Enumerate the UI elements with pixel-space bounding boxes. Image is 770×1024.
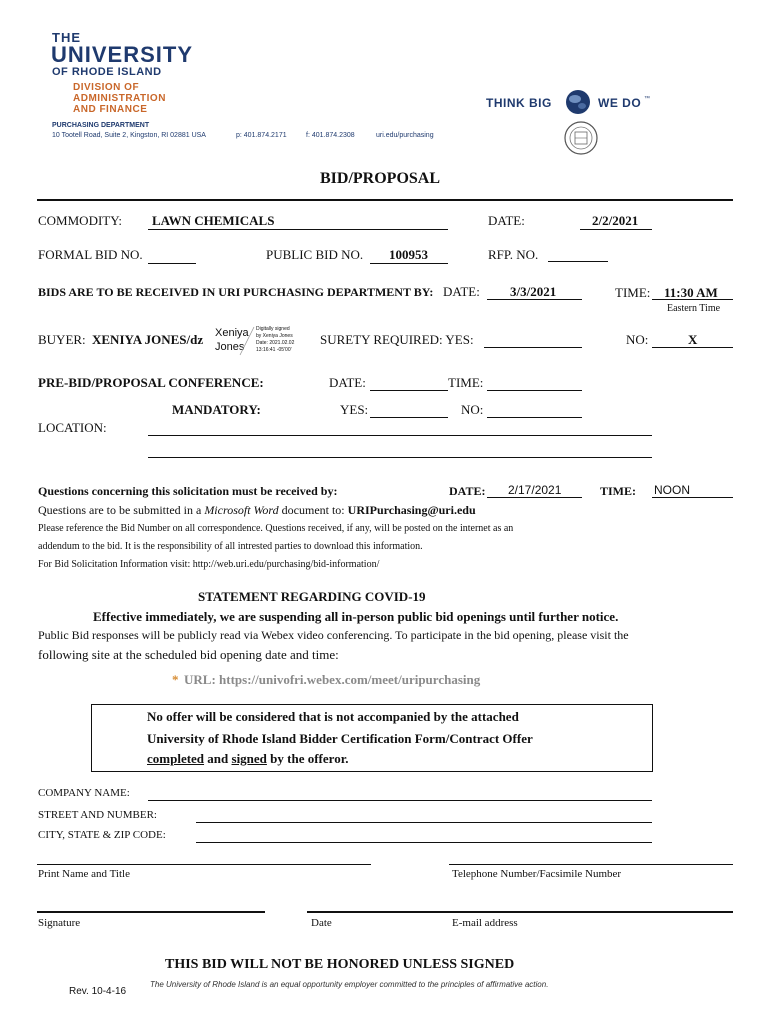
dept-web: uri.edu/purchasing	[376, 132, 434, 139]
signature-line[interactable]	[37, 911, 265, 913]
globe-icon	[560, 88, 596, 116]
print-name-line[interactable]	[37, 864, 371, 865]
covid-bold: Effective immediately, we are suspending all in-person public bid openings until further notice.	[93, 609, 619, 624]
location-label: LOCATION:	[38, 420, 107, 435]
signature-name-1: Xeniya	[215, 327, 249, 339]
purchasing-dept: PURCHASING DEPARTMENT	[52, 122, 150, 129]
university-seal-icon	[563, 120, 599, 156]
questions-date-value[interactable]: 2/17/2021	[508, 483, 562, 497]
revision: Rev. 10-4-16	[69, 986, 127, 997]
no-value[interactable]: X	[688, 332, 698, 347]
dept-phone: p: 401.874.2171	[236, 132, 287, 139]
notice-and: and	[207, 751, 229, 766]
reference-line-2: addendum to the bid. It is the responsibility of all intrested parties to download this information.	[38, 541, 423, 552]
public-bid-line	[370, 263, 448, 264]
telephone-label: Telephone Number/Facsimile Number	[452, 868, 622, 880]
page-title: BID/PROPOSAL	[320, 170, 441, 187]
bids-time-value[interactable]: 11:30 AM	[664, 285, 718, 300]
bids-time-line	[652, 299, 733, 300]
email-label: E-mail address	[452, 917, 518, 929]
buyer-label: BUYER:	[38, 332, 86, 347]
questions-label: Questions concerning this solicitation must be received by:	[38, 484, 338, 498]
bids-received-label: BIDS ARE TO BE RECEIVED IN URI PURCHASING DEPARTMENT BY:	[38, 285, 434, 299]
date-value[interactable]: 2/2/2021	[592, 213, 639, 228]
signature-name-2: Jones	[215, 341, 245, 353]
commodity-label: COMMODITY:	[38, 213, 123, 228]
logo-university: UNIVERSITY	[51, 42, 194, 67]
date-line	[580, 229, 652, 230]
title-rule	[37, 199, 733, 201]
questions-date-line	[487, 497, 582, 498]
signature-digital-1: Digitally signed	[256, 326, 290, 332]
formal-bid-line[interactable]	[148, 263, 196, 264]
bids-date-label: DATE:	[443, 284, 480, 299]
location-line-2[interactable]	[148, 457, 652, 458]
submit-prefix: Questions are to be submitted in a	[38, 503, 202, 517]
covid-url[interactable]: URL: https://univofri.webex.com/meet/uripurchasing	[184, 672, 481, 687]
signature-digital-4: 13:16:41 -05'00'	[256, 347, 292, 353]
prebid-date-line[interactable]	[370, 390, 448, 391]
commodity-line	[148, 229, 448, 230]
notice-line-2: University of Rhode Island Bidder Certification Form/Contract Offer	[147, 731, 533, 746]
formal-bid-label: FORMAL BID NO.	[38, 247, 143, 262]
reference-line-3[interactable]: For Bid Solicitation Information visit: http://web.uri.edu/purchasing/bid-information/	[38, 559, 380, 570]
prebid-date-label: DATE:	[329, 375, 366, 390]
city-label: CITY, STATE & ZIP CODE:	[38, 829, 166, 841]
rfp-label: RFP. NO.	[488, 247, 539, 262]
surety-label: SURETY REQUIRED: YES:	[320, 332, 474, 347]
commodity-value[interactable]: LAWN CHEMICALS	[152, 213, 275, 228]
location-line-1[interactable]	[148, 435, 652, 436]
prebid-label: PRE-BID/PROPOSAL CONFERENCE:	[38, 375, 264, 390]
prebid-time-line[interactable]	[487, 390, 582, 391]
signature-digital-3: Date: 2021.02.02	[256, 340, 295, 346]
company-label: COMPANY NAME:	[38, 787, 130, 799]
no-label: NO:	[626, 332, 649, 347]
signature-digital-2: by Xeniya Jones	[256, 333, 293, 339]
notice-completed: completed	[147, 751, 205, 766]
surety-yes-line[interactable]	[484, 347, 582, 348]
logo-the: THE	[52, 30, 81, 45]
mandatory-yes-line[interactable]	[370, 417, 448, 418]
notice-line-3	[147, 751, 349, 767]
covid-url-star: *	[172, 672, 179, 687]
bids-date-value[interactable]: 3/3/2021	[510, 284, 557, 299]
submit-mid: document to:	[281, 503, 345, 517]
street-line[interactable]	[196, 822, 652, 823]
reference-line-1: Please reference the Bid Number on all correspondence. Questions received, if any, will be posted on the internet as an	[38, 523, 514, 534]
covid-title: STATEMENT REGARDING COVID-19	[198, 589, 426, 604]
public-bid-value[interactable]: 100953	[389, 247, 428, 262]
equal-opportunity: The University of Rhode Island is an equal opportunity employer committed to the principles of affirmative action.	[150, 980, 549, 989]
public-bid-label: PUBLIC BID NO.	[266, 247, 364, 262]
mandatory-no-label: NO:	[461, 402, 484, 417]
date-email-line[interactable]	[307, 911, 733, 913]
dept-fax: f: 401.874.2308	[306, 132, 355, 139]
date-sig-label: Date	[311, 917, 332, 929]
print-name-label: Print Name and Title	[38, 868, 130, 880]
bids-time-label: TIME:	[615, 285, 651, 300]
signature-label: Signature	[38, 917, 81, 929]
notice-line-1: No offer will be considered that is not accompanied by the attached	[147, 709, 519, 724]
think-big-text: THINK BIG	[486, 96, 552, 110]
logo-of-rhode-island: OF RHODE ISLAND	[52, 66, 162, 78]
eastern-time: Eastern Time	[667, 303, 721, 314]
trademark: ™	[644, 96, 650, 102]
we-do-text: WE DO	[598, 96, 642, 110]
prebid-time-label: TIME:	[448, 375, 484, 390]
submit-email[interactable]: URIPurchasing@uri.edu	[347, 503, 476, 517]
dept-address: 10 Tootell Road, Suite 2, Kingston, RI 02881 USA	[52, 132, 206, 139]
rfp-line[interactable]	[548, 261, 608, 262]
bids-date-line	[487, 299, 582, 300]
surety-no-line	[652, 347, 733, 348]
questions-time-line	[652, 497, 733, 498]
city-line[interactable]	[196, 842, 652, 843]
notice-end: by the offeror.	[270, 751, 349, 766]
street-label: STREET AND NUMBER:	[38, 809, 157, 821]
mandatory-no-line[interactable]	[487, 417, 582, 418]
submit-line	[38, 503, 476, 518]
covid-text-2: following site at the scheduled bid opening date and time:	[38, 647, 339, 662]
logo-division-3: AND FINANCE	[73, 104, 148, 115]
questions-date-label: DATE:	[449, 484, 486, 498]
buyer-value: XENIYA JONES/dz	[92, 332, 204, 347]
telephone-line[interactable]	[449, 864, 733, 865]
mandatory-yes-label: YES:	[340, 402, 369, 417]
not-honored: THIS BID WILL NOT BE HONORED UNLESS SIGNED	[165, 957, 515, 972]
signature-slash-icon	[236, 325, 258, 357]
logo-division-2: ADMINISTRATION	[73, 93, 166, 104]
covid-text-1: Public Bid responses will be publicly read via Webex video conferencing. To participate in the bid opening, please visit the	[38, 628, 629, 642]
submit-word: Microsoft Word	[204, 503, 279, 517]
logo-division-1: DIVISION OF	[73, 82, 140, 93]
notice-signed: signed	[231, 751, 267, 766]
company-line[interactable]	[148, 800, 652, 801]
questions-time-value[interactable]: NOON	[654, 483, 690, 497]
questions-time-label: TIME:	[600, 484, 636, 498]
mandatory-label: MANDATORY:	[172, 402, 261, 417]
date-label: DATE:	[488, 213, 525, 228]
